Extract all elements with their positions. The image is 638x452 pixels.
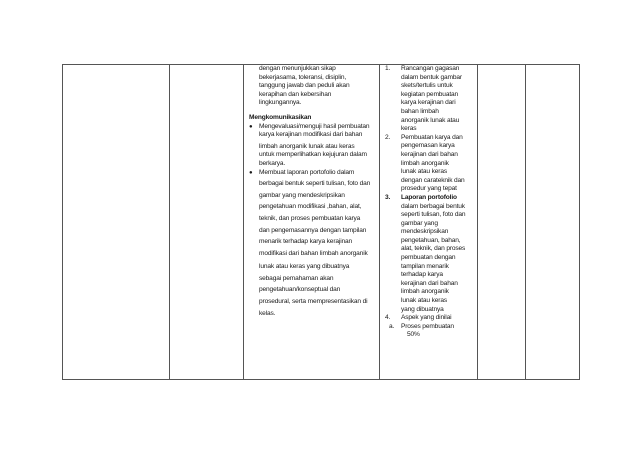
- item-line: pengetahuan, bahan,: [401, 236, 461, 244]
- bullet-line: dan pengemasannya dengan tampilan: [259, 226, 367, 234]
- numbered-item: [385, 194, 475, 314]
- intro-line: tanggung jawab dan peduli akan: [259, 82, 350, 90]
- section-heading: Mengkomunikasikan: [249, 113, 312, 121]
- item-line: bahan limbah: [401, 107, 439, 115]
- column-divider: [477, 65, 478, 379]
- item-line: karya kerajinan dari: [401, 99, 456, 107]
- item-line: Pembuatan karya dan: [401, 133, 463, 141]
- bullet-line: untuk memperlihatkan kejujuran dalam: [259, 151, 367, 159]
- item-number: 1.: [385, 65, 391, 72]
- item-line: pengemasan karya: [401, 142, 455, 150]
- bullet-item: [249, 169, 379, 319]
- item-line: gambar yang: [401, 219, 438, 227]
- bullet-line: lunak atau keras yang dibuatnya: [259, 263, 350, 271]
- bullet-line: teknik, dan proses pembuatan karya: [259, 214, 361, 222]
- item-line: skets/tertulis untuk: [401, 82, 453, 90]
- sub-item: [385, 323, 475, 340]
- bullet-line: kelas.: [259, 309, 276, 317]
- item-number: 4.: [385, 314, 391, 322]
- item-line: keras: [401, 125, 417, 133]
- column-divider: [525, 65, 526, 379]
- item-line: Aspek yang dinilai: [401, 314, 452, 322]
- sub-item-line: 50%: [407, 331, 420, 339]
- item-line: mendeskripsikan: [401, 228, 449, 236]
- item-line: prosedur yang tepat: [401, 185, 457, 193]
- products-cell: [385, 65, 475, 340]
- bullet-icon: ●: [249, 123, 253, 130]
- numbered-item: [385, 314, 475, 323]
- bullet-line: sebagai pemahaman akan: [259, 274, 334, 282]
- item-line: dengan carateknik dan: [401, 176, 465, 184]
- intro-line: lingkungannya.: [259, 99, 302, 107]
- activities-cell: [249, 65, 379, 318]
- item-line: kerajinan dari bahan: [401, 150, 458, 158]
- bullet-line: prosedural, serta mempresentasikan di: [259, 298, 368, 306]
- numbered-item: [385, 65, 475, 134]
- sub-item-label: a.: [389, 322, 395, 330]
- bullet-line: Membuat laporan portofolio dalam: [259, 168, 355, 176]
- item-line: anorganik lunak atau: [401, 116, 460, 124]
- item-line: pembuatan dengan: [401, 254, 456, 262]
- intro-line: kerapihan dan kebersihan: [259, 90, 332, 98]
- item-line: limbah anorganik: [401, 288, 449, 296]
- bullet-line: berbagai bentuk seperti tulisan, foto dan: [259, 180, 371, 188]
- intro-line: dengan menunjukkan sikap: [259, 65, 336, 72]
- item-number: 3.: [385, 193, 391, 201]
- item-line: terhadap karya: [401, 271, 443, 279]
- item-line: lunak atau keras: [401, 168, 447, 176]
- column-divider: [169, 65, 170, 379]
- item-line: dalam berbagai bentuk: [401, 202, 465, 210]
- column-divider: [243, 65, 244, 379]
- intro-line: bekerjasama, toleransi, disiplin,: [259, 73, 347, 81]
- bullet-item: [249, 123, 379, 169]
- item-line: Rancangan gagasan: [401, 65, 460, 72]
- bullet-line: Mengevaluasi/menguji hasil pembuatan: [259, 122, 370, 130]
- bullet-line: berkarya.: [259, 159, 286, 167]
- item-line: lunak atau keras: [401, 297, 447, 305]
- sub-item-line: Proses pembuatan: [401, 322, 454, 330]
- item-title: Laporan portofolio: [401, 193, 457, 201]
- bullet-line: pengetahuan modifikasi ,bahan, alat,: [259, 203, 362, 211]
- item-line: kerajinan dari bahan: [401, 279, 458, 287]
- bullet-line: gambar yang mendeskripsikan: [259, 191, 345, 199]
- numbered-item: [385, 134, 475, 194]
- lesson-plan-table: [62, 64, 580, 380]
- bullet-icon: ●: [249, 169, 253, 176]
- column-divider: [379, 65, 380, 379]
- item-line: tampilan menarik: [401, 262, 449, 270]
- item-line: yang dibuatnya: [401, 305, 444, 313]
- item-line: limbah anorganik: [401, 159, 449, 167]
- bullet-line: limbah anorganik lunak atau keras: [259, 142, 355, 150]
- item-number: 2.: [385, 133, 391, 141]
- bullet-line: pengetahuan/konseptual dan: [259, 286, 341, 294]
- bullet-line: karya kerajinan modifikasi dari bahan: [259, 131, 363, 139]
- item-line: alat, teknik, dan proses: [401, 245, 466, 253]
- bullet-line: menarik terhadap karya kerajinan: [259, 238, 353, 246]
- item-line: seperti tulisan, foto dan: [401, 211, 466, 219]
- bullet-line: modifikasi dari bahan limbah anorganik: [259, 249, 368, 257]
- item-line: dalam bentuk gambar: [401, 73, 462, 81]
- item-line: kegiatan pembuatan: [401, 90, 459, 98]
